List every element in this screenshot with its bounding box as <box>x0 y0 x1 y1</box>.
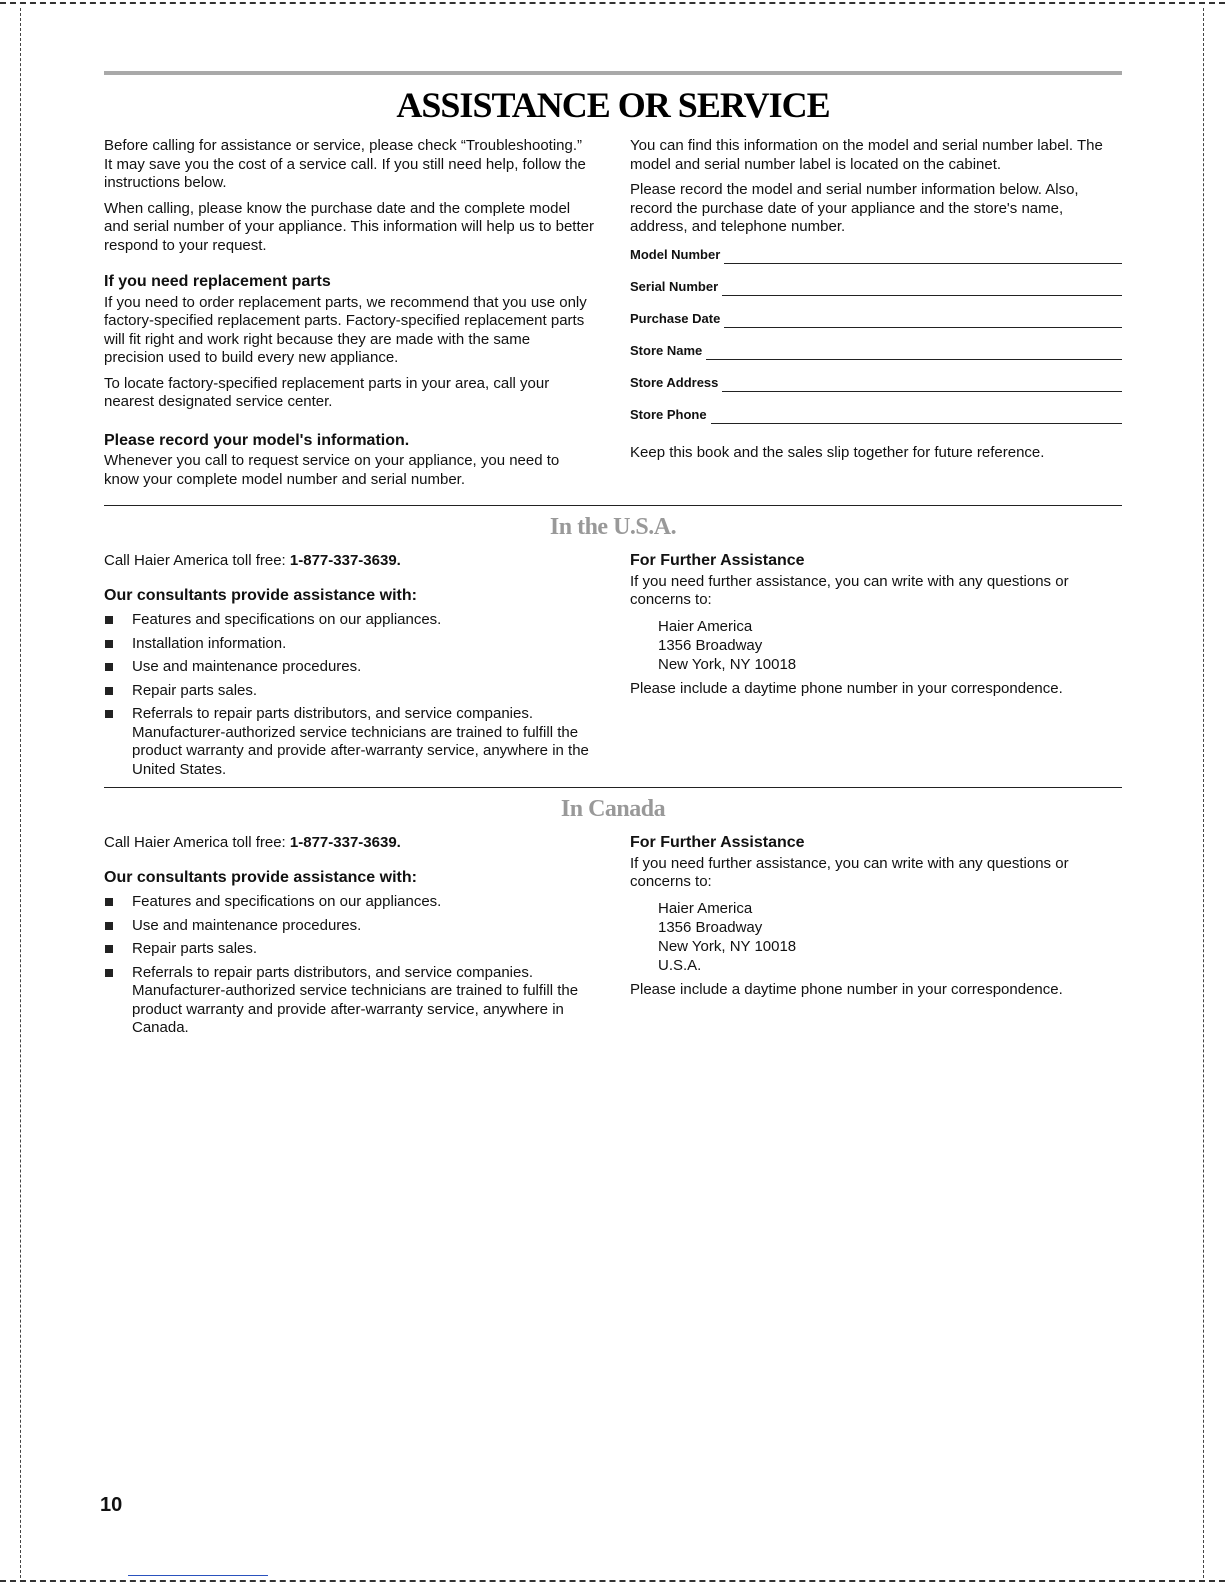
label-info-paragraph: You can find this information on the model and serial number label. The model and serial number label is located on the cabinet. <box>630 137 1103 173</box>
list-item <box>104 611 594 630</box>
replacement-parts-heading: If you need replacement parts <box>104 273 331 290</box>
square-bullet-icon <box>105 710 113 718</box>
canada-left-column <box>104 834 594 1043</box>
usa-consultants-heading: Our consultants provide assistance with: <box>104 586 417 604</box>
form-row-serial-number <box>630 268 1122 300</box>
list-item-text: Referrals to repair parts distributors, and service companies. Manufacturer-authorized service technicians are trained to fulfill the product warranty and provide after-warranty service, anywhere in the United States. <box>132 705 589 778</box>
list-item-text: Features and specifications on our appliances. <box>132 611 442 628</box>
usa-assistance-list <box>104 611 594 779</box>
square-bullet-icon <box>105 687 113 695</box>
replacement-paragraph: If you need to order replacement parts, we recommend that you use only factory-specified replacement parts. Factory-specified replacement parts will fit right and work right because they are made with the same precision used to build every new appliance. <box>104 293 587 366</box>
canada-phone-number: 1-877-337-3639. <box>289 834 401 851</box>
form-label: Store Name <box>630 343 703 358</box>
form-label: Model Number <box>630 247 721 262</box>
square-bullet-icon <box>105 922 113 930</box>
serial-number-field[interactable] <box>722 294 1122 296</box>
form-row-store-phone <box>630 396 1122 428</box>
canada-consultants-heading: Our consultants provide assistance with: <box>104 868 417 886</box>
usa-right-column <box>630 552 1122 705</box>
record-info-paragraph: Whenever you call to request service on your appliance, you need to know your complete model number and serial number. <box>104 452 560 488</box>
record-instructions-paragraph: Please record the model and serial number information below. Also, record the purchase date of your appliance and the store's name, address, and telephone number. <box>630 181 1079 235</box>
canada-assistance-list <box>104 893 594 1038</box>
form-label: Store Address <box>630 375 719 390</box>
list-item <box>104 635 594 654</box>
call-text: Call Haier America toll free: <box>104 552 290 569</box>
record-info-heading: Please record your model's information. <box>104 431 410 449</box>
store-name-field[interactable] <box>706 358 1122 360</box>
canada-further-assistance-text: If you need further assistance, you can write with any questions or concerns to: <box>630 854 1069 890</box>
list-item-text: Repair parts sales. <box>132 940 258 957</box>
form-label: Purchase Date <box>630 311 721 326</box>
canada-call-line <box>104 834 594 853</box>
usa-mailing-address <box>658 617 1122 674</box>
closing-note: Keep this book and the sales slip together for future reference. <box>630 443 1045 461</box>
canada-further-assistance-heading: For Further Assistance <box>630 834 805 851</box>
list-item-text: Referrals to repair parts distributors, and service companies. Manufacturer-authorized service technicians are trained to fulfill the product warranty and provide after-warranty service, anywhere in Canada. <box>132 963 579 1036</box>
usa-left-column <box>104 552 594 784</box>
list-item <box>104 964 594 1038</box>
address-line: 1356 Broadway <box>658 636 763 654</box>
call-text: Call Haier America toll free: <box>104 834 290 851</box>
address-line: New York, NY 10018 <box>658 937 797 955</box>
list-item <box>104 893 594 912</box>
form-label: Store Phone <box>630 407 707 422</box>
section-divider <box>104 787 1122 788</box>
top-rule <box>104 71 1122 75</box>
page-frame-left <box>20 8 21 1578</box>
square-bullet-icon <box>105 945 113 953</box>
list-item-text: Repair parts sales. <box>132 681 258 699</box>
list-item <box>104 917 594 936</box>
intro-left-column <box>104 137 594 496</box>
list-item <box>104 658 594 677</box>
form-row-store-address <box>630 364 1122 396</box>
canada-section-title: In Canada <box>560 796 666 822</box>
page-number: 10 <box>100 1494 123 1516</box>
store-address-field[interactable] <box>722 390 1122 392</box>
form-row-store-name <box>630 332 1122 364</box>
square-bullet-icon <box>105 898 113 906</box>
list-item <box>104 705 594 779</box>
section-divider <box>104 505 1122 506</box>
model-number-field[interactable] <box>724 262 1122 264</box>
intro-paragraph: When calling, please know the purchase date and the complete model and serial number of your appliance. This information will help us to better respond to your request. <box>104 199 594 254</box>
list-item <box>104 682 594 701</box>
address-line: Haier America <box>658 899 753 917</box>
address-line: U.S.A. <box>658 956 702 974</box>
page-frame-bottom <box>0 1580 1225 1582</box>
list-item-text: Features and specifications on our appliances. <box>132 893 442 910</box>
purchase-date-field[interactable] <box>724 326 1122 328</box>
square-bullet-icon <box>105 969 113 977</box>
usa-phone-number: 1-877-337-3639. <box>289 552 401 569</box>
list-item-text: Use and maintenance procedures. <box>132 916 362 934</box>
page-frame-right <box>1203 8 1204 1578</box>
model-info-form <box>630 236 1122 428</box>
form-row-model-number <box>630 236 1122 268</box>
store-phone-field[interactable] <box>711 422 1122 424</box>
square-bullet-icon <box>105 616 113 624</box>
usa-call-line <box>104 552 594 571</box>
usa-further-assistance-text: If you need further assistance, you can write with any questions or concerns to: <box>630 572 1069 608</box>
address-line: 1356 Broadway <box>658 918 763 936</box>
page-frame-top <box>0 2 1225 4</box>
replacement-paragraph: To locate factory-specified replacement parts in your area, call your nearest designated service center. <box>104 374 550 410</box>
usa-further-assistance-heading: For Further Assistance <box>630 552 805 569</box>
usa-section-title: In the U.S.A. <box>549 514 677 540</box>
address-line: Haier America <box>658 617 753 635</box>
intro-paragraph: Before calling for assistance or service, please check “Troubleshooting.” It may save you the cost of a service call. If you still need help, follow the instructions below. <box>104 137 586 191</box>
form-label: Serial Number <box>630 279 719 294</box>
canada-right-column <box>630 834 1122 1006</box>
usa-correspondence-note: Please include a daytime phone number in your correspondence. <box>630 679 1063 697</box>
intro-right-column <box>630 137 1122 469</box>
canada-mailing-address <box>658 899 1122 975</box>
canada-correspondence-note: Please include a daytime phone number in your correspondence. <box>630 980 1063 998</box>
form-row-purchase-date <box>630 300 1122 332</box>
square-bullet-icon <box>105 663 113 671</box>
square-bullet-icon <box>105 640 113 648</box>
list-item-text: Installation information. <box>132 634 287 652</box>
page-title: ASSISTANCE OR SERVICE <box>396 85 830 125</box>
list-item-text: Use and maintenance procedures. <box>132 658 362 675</box>
address-line: New York, NY 10018 <box>658 655 797 673</box>
bottom-link-underline <box>128 1575 268 1576</box>
list-item <box>104 940 594 959</box>
